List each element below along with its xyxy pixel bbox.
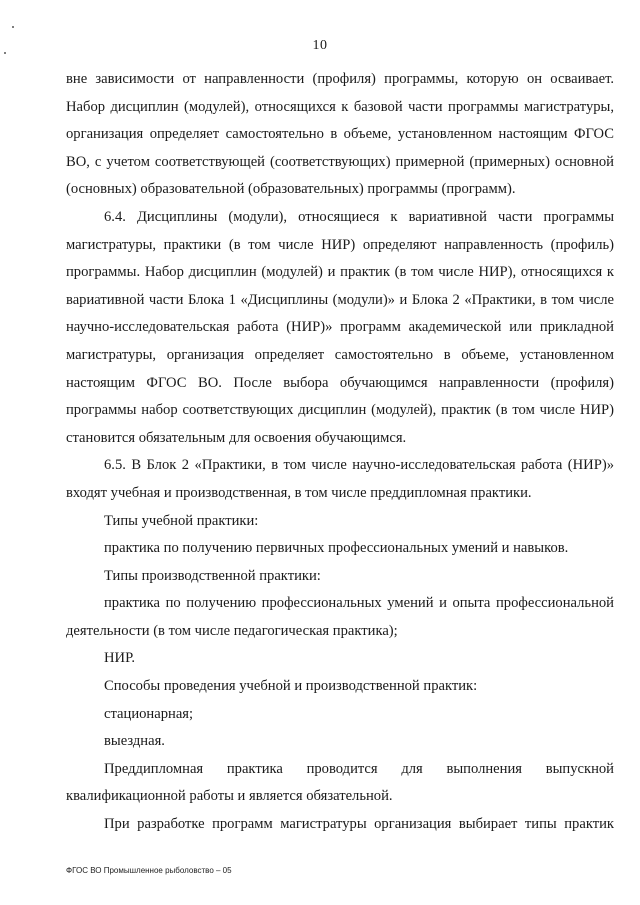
footer-standard-name: ФГОС ВО Промышленное рыболовство – 05 <box>66 866 232 875</box>
practice-method-item: стационарная; <box>104 705 194 722</box>
training-practice-type-item: практика по получению первичных профессиональных умений и навыков. <box>104 540 569 557</box>
page-number: 10 <box>312 38 328 53</box>
scan-speck <box>12 26 14 28</box>
document-body <box>66 66 614 839</box>
production-practice-type-item: практика по получению профессиональных умений и опыта профессиональной деятельности (в том числе педагогическая практика); <box>66 595 614 639</box>
production-practice-types-heading: Типы производственной практики: <box>104 567 321 584</box>
training-practice-types-heading: Типы учебной практики: <box>104 512 259 529</box>
practice-methods-heading: Способы проведения учебной и производственной практик: <box>104 678 478 695</box>
production-practice-type-item-nir: НИР. <box>104 650 136 667</box>
paragraph-base-part: вне зависимости от направленности (профиля) программы, которую он осваивает. Набор дисциплин (модулей), относящихся к базовой части программы магистратуры, организация определяет самостоятельно в объеме, установленном настоящим ФГОС ВО, с учетом соответствующей (соответствующих) примерной (примерных) основной (основных) образовательной (образовательных) программы (программ). <box>66 71 614 198</box>
practice-method-item: выездная. <box>104 733 165 750</box>
paragraph-6-5: 6.5. В Блок 2 «Практики, в том числе научно-исследовательская работа (НИР)» входят учебная и производственная, в том числе преддипломная практики. <box>66 457 614 501</box>
pre-diploma-practice-paragraph: Преддипломная практика проводится для выполнения выпускной квалификационной работы и является обязательной. <box>66 760 614 805</box>
program-development-paragraph: При разработке программ магистратуры организация выбирает типы практик <box>104 816 614 833</box>
paragraph-6-4: 6.4. Дисциплины (модули), относящиеся к вариативной части программы магистратуры, практики (в том числе НИР) определяют направленность (профиль) программы. Набор дисциплин (модулей) и практик (в том числе НИР), относящихся к вариативной части Блока 1 «Дисциплины (модули)» и Блока 2 «Практики, в том числе научно-исследовательская работа (НИР)» программ академической или прикладной магистратуры, организация определяет самостоятельно в объеме, установленном настоящим ФГОС ВО. После выбора обучающимся направленности (профиля) программы набор соответствующих дисциплин (модулей), практик (в том числе НИР) становится обязательным для освоения обучающимся. <box>66 208 614 446</box>
